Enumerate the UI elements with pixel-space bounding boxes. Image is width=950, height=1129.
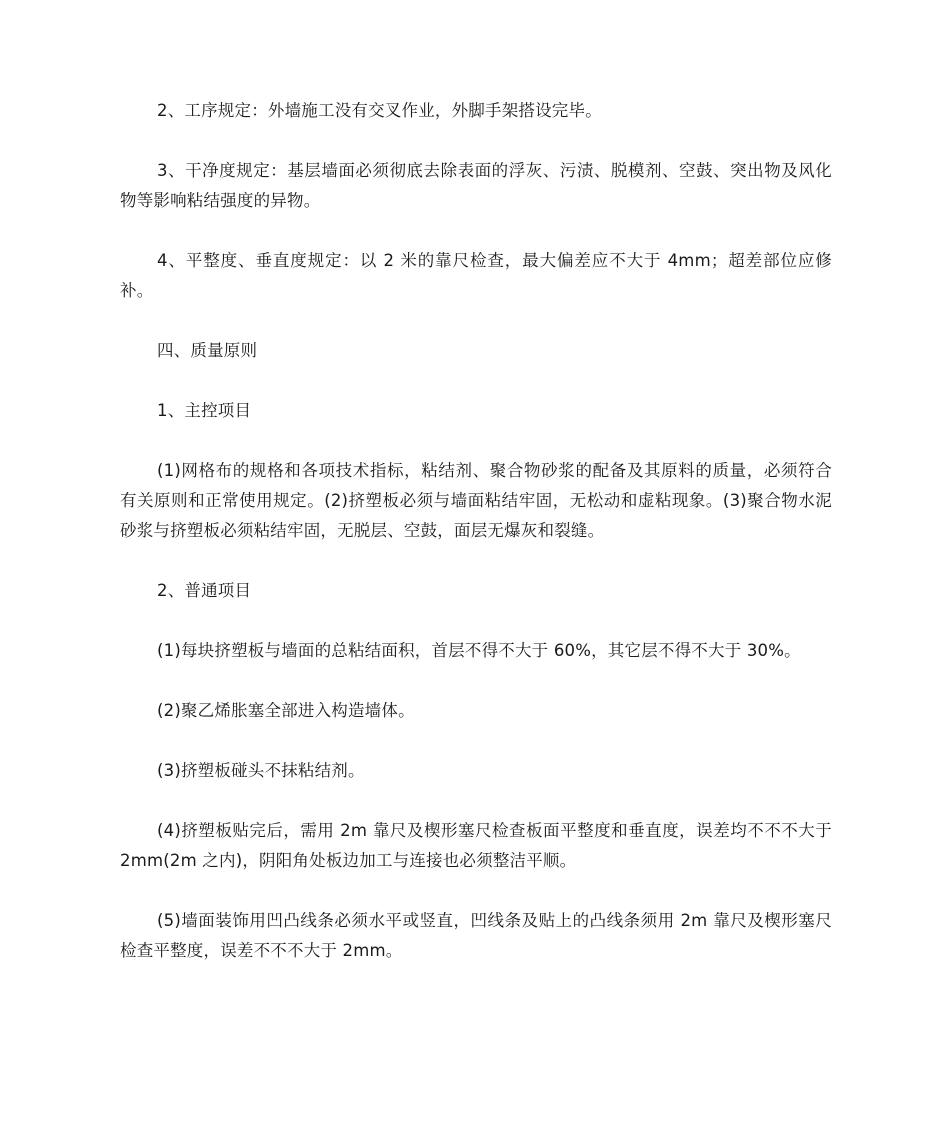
paragraph-general-item-4: (4)挤塑板贴完后，需用 2m 靠尺及楔形塞尺检查板面平整度和垂直度，误差均不不不大于 2mm(2m 之内)，阴阳角处板边加工与连接也必须整洁平顺。 <box>120 821 832 870</box>
document-body <box>120 96 832 996</box>
paragraph-flatness-rule: 4、平整度、垂直度规定：以 2 米的靠尺检查，最大偏差应不大于 4mm；超差部位应修补。 <box>120 251 832 300</box>
paragraph-general-item-3: (3)挤塑板碰头不抹粘结剂。 <box>157 761 365 780</box>
paragraph-general-item-5: (5)墙面装饰用凹凸线条必须水平或竖直，凹线条及贴上的凸线条须用 2m 靠尺及楔形塞尺检查平整度，误差不不不大于 2mm。 <box>120 911 832 960</box>
subheading-main-items: 1、主控项目 <box>157 401 252 420</box>
paragraph-process-rule: 2、工序规定：外墙施工没有交叉作业，外脚手架搭设完毕。 <box>157 101 602 120</box>
paragraph-main-items: (1)网格布的规格和各项技术指标，粘结剂、聚合物砂浆的配备及其原料的质量，必须符合有关原则和正常使用规定。(2)挤塑板必须与墙面粘结牢固，无松动和虚粘现象。(3)聚合物水泥砂浆与挤塑板必须粘结牢固，无脱层、空鼓，面层无爆灰和裂缝。 <box>120 461 832 540</box>
section-heading-quality: 四、质量原则 <box>157 341 258 360</box>
paragraph-general-item-2: (2)聚乙烯胀塞全部进入构造墙体。 <box>157 701 415 720</box>
subheading-general-items: 2、普通项目 <box>157 581 252 600</box>
paragraph-cleanliness-rule: 3、干净度规定：基层墙面必须彻底去除表面的浮灰、污渍、脱模剂、空鼓、突出物及风化物等影响粘结强度的异物。 <box>120 161 832 210</box>
paragraph-general-item-1: (1)每块挤塑板与墙面的总粘结面积，首层不得不大于 60%，其它层不得不大于 30%。 <box>157 641 801 660</box>
